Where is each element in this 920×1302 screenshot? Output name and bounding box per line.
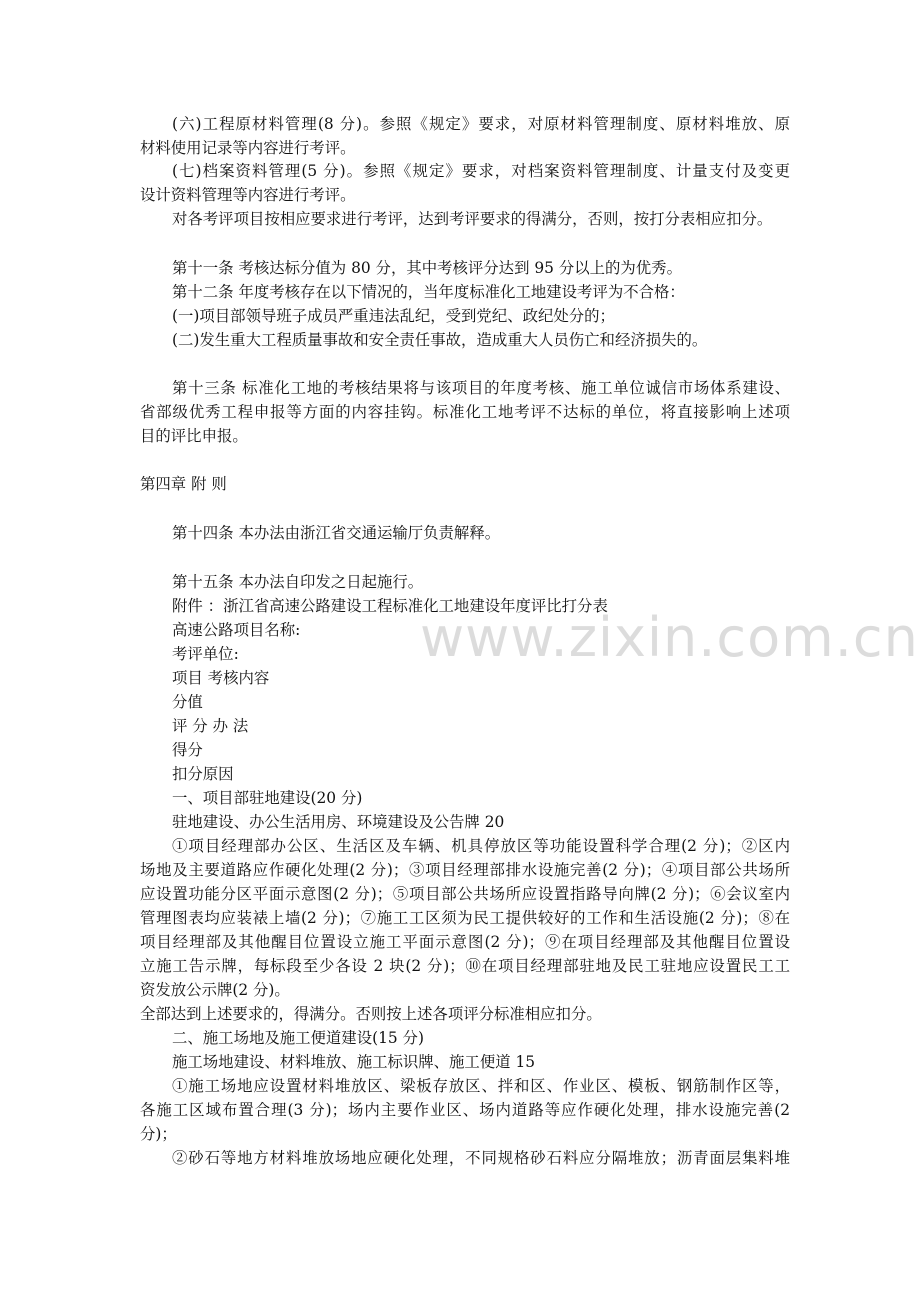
article-11: 第十一条 考核达标分值为 80 分，其中考核评分达到 95 分以上的为优秀。 [172,259,682,277]
paragraph-line: (七)档案资料管理(5 分)。参照《规定》要求，对档案资料管理制度、计量支付及变更 [172,162,790,180]
paragraph-line: 各施工区域布置合理(3 分)；场内主要作业区、场内道路等应作硬化处理，排水设施完善(2 [140,1101,790,1119]
watermark: www.zixin.com.cn [420,606,919,669]
paragraph-line: 立施工告示牌，每标段至少各设 2 块(2 分)；⑩在项目经理部驻地及民工驻地应设置民工工 [140,957,790,975]
paragraph-line: 场地及主要道路应作硬化处理(2 分)；③项目经理部排水设施完善(2 分)；④项目部公共场所 [140,861,790,879]
table-header: 评 分 办 法 [172,717,249,735]
paragraph-line: (一)项目部领导班子成员严重违法乱纪，受到党纪、政纪处分的； [172,307,615,325]
paragraph-line: ①项目经理部办公区、生活区及车辆、机具停放区等功能设置科学合理(2 分)；②区内 [172,837,790,855]
paragraph-line: 设计资料管理等内容进行考评。 [140,186,356,204]
chapter-heading: 第四章 附 则 [140,475,227,493]
paragraph-line: (二)发生重大工程质量事故和安全责任事故，造成重大人员伤亡和经济损失的。 [172,331,708,349]
article-15: 第十五条 本办法自印发之日起施行。 [172,573,424,591]
paragraph-line: 对各考评项目按相应要求进行考评，达到考评要求的得满分，否则，按打分表相应扣分。 [172,210,773,228]
table-header: 分值 [172,693,203,711]
section-heading: 二、施工场地及施工便道建设(15 分) [172,1029,424,1047]
paragraph-line: 目的评比申报。 [140,427,248,445]
paragraph-line: 省部级优秀工程申报等方面的内容挂钩。标准化工地考评不达标的单位，将直接影响上述项 [140,403,790,421]
paragraph-line: (六)工程原材料管理(8 分)。参照《规定》要求，对原材料管理制度、原材料堆放、原 [172,115,790,133]
table-header: 扣分原因 [172,765,234,783]
table-row: 施工场地建设、材料堆放、施工标识牌、施工便道 15 [172,1053,536,1071]
section-heading: 一、项目部驻地建设(20 分) [172,789,363,807]
project-name-label: 高速公路项目名称: [172,621,301,639]
paragraph-line: 材料使用记录等内容进行考评。 [140,139,356,157]
attachment-title: 附件 ：浙江省高速公路建设工程标准化工地建设年度评比打分表 [172,597,608,615]
paragraph-line: 管理图表均应装裱上墙(2 分)；⑦施工工区须为民工提供较好的工作和生活设施(2 分)；⑧在 [140,909,790,927]
paragraph-line: 全部达到上述要求的，得满分。否则按上述各项评分标准相应扣分。 [140,1005,602,1023]
table-row: 驻地建设、办公生活用房、环境建设及公告牌 20 [172,813,505,831]
paragraph-line: 项目经理部及其他醒目位置设立施工平面示意图(2 分)；⑨在项目经理部及其他醒目位置设 [140,933,790,951]
article-14: 第十四条 本办法由浙江省交通运输厅负责解释。 [172,524,501,542]
article-13: 第十三条 标准化工地的考核结果将与该项目的年度考核、施工单位诚信市场体系建设、 [172,379,790,397]
reviewer-unit-label: 考评单位: [172,645,239,663]
paragraph-line: 分)； [140,1125,177,1143]
paragraph-line: 应设置功能分区平面示意图(2 分)；⑤项目部公共场所应设置指路导向牌(2 分)；⑥会议室内 [140,885,790,903]
paragraph-line: ②砂石等地方材料堆放场地应硬化处理，不同规格砂石料应分隔堆放；沥青面层集料堆 [172,1149,790,1167]
table-header: 得分 [172,741,203,759]
table-header: 项目 考核内容 [172,669,270,687]
paragraph-line: ①施工场地应设置材料堆放区、梁板存放区、拌和区、作业区、模板、钢筋制作区等， [172,1077,790,1095]
paragraph-line: 资发放公示牌(2 分)。 [140,981,290,999]
article-12: 第十二条 年度考核存在以下情况的，当年度标准化工地建设考评为不合格： [172,283,685,301]
